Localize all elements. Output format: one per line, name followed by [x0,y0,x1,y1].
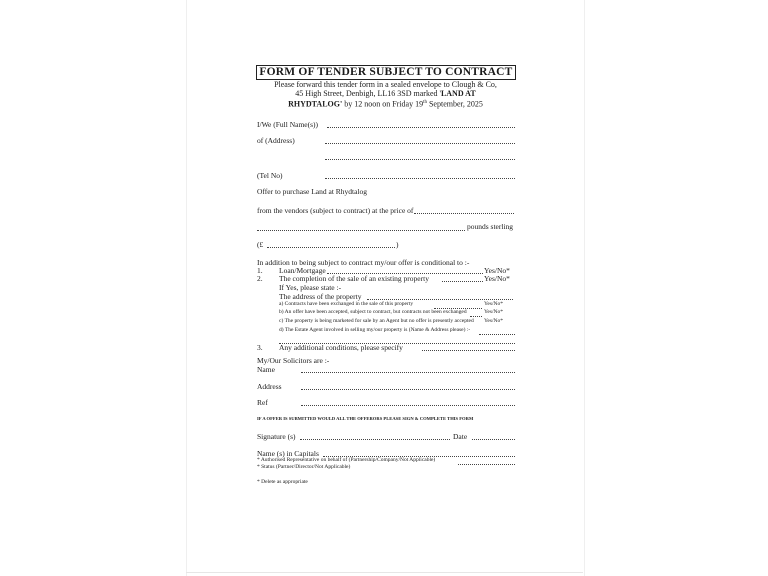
offerors-notice: IF A OFFER IS SUBMITTED WOULD ALL THE OFFERORS PLEASE SIGN & COMPLETE THIS FORM [257,416,474,421]
item-1-yesno[interactable]: Yes/No* [484,266,510,275]
price-field[interactable] [414,207,514,214]
item-3-number: 3. [257,343,263,352]
intro-line-2-bold: LAND AT [440,89,476,98]
agent-field[interactable] [479,328,515,335]
intro-line-2-text: 45 High Street, Denbigh, LL16 3SD marked ' [295,89,441,98]
tender-form-page [186,0,585,576]
authorised-field[interactable] [458,458,515,465]
solicitor-name-field[interactable] [301,366,515,373]
item-1-dots [327,267,483,274]
intro-line-3-sup: th [423,100,427,105]
sub-b-letter: b) [279,309,284,315]
address-label: of (Address) [257,136,295,145]
sub-c-letter: c) [279,318,284,324]
sub-d [279,327,470,334]
item-1-number: 1. [257,266,263,275]
property-address-field[interactable] [367,293,513,300]
item-2-number: 2. [257,274,263,283]
tel-field[interactable] [325,172,515,179]
solicitor-ref-label: Ref [257,398,268,407]
solicitor-ref-field[interactable] [301,399,515,406]
date-label: Date [453,432,468,441]
capitals-label: Name (s) in Capitals [257,449,319,458]
sub-a [279,301,413,308]
sub-a-letter: a) [279,301,284,307]
sub-b-text: An offer have been accepted, subject to contract, but contracts not been exchanged [284,309,467,315]
intro-line-3-text: by 12 noon on Friday 19 [342,99,424,109]
capitals-field[interactable] [323,450,515,457]
intro-line-1: Please forward this tender form in a sealed envelope to Clough & Co, [274,80,497,89]
currency-open: (£ [257,240,264,249]
form-title: FORM OF TENDER SUBJECT TO CONTRACT [256,65,516,80]
item-1-label: Loan/Mortgage [279,266,326,275]
price-words-field[interactable] [257,224,465,231]
signature-field[interactable] [300,433,450,440]
property-address-label: The address of the property [279,292,362,301]
authorised-label: * Authorised Representative on behalf of (Partnership/Company/Not Applicable) [257,457,436,463]
offer-label: Offer to purchase Land at Rhydtalog [257,187,368,196]
delete-note: * Delete as appropriate [257,479,308,485]
solicitor-name-label: Name [257,365,275,374]
address-field-2[interactable] [325,153,515,160]
intro-line-3-bold: RHYDTALOG' [288,99,343,109]
solicitors-label: My/Our Solicitors are :- [257,356,330,365]
full-name-field[interactable] [327,121,515,128]
price-figures-field[interactable] [267,241,395,248]
sub-d-letter: d) [279,327,284,333]
sub-b-yesno[interactable]: Yes/No* [484,309,504,315]
item-2-yesno[interactable]: Yes/No* [484,274,510,283]
sub-d-text: The Estate Agent involved in selling my/our property is (Name & Address please) :- [284,327,471,333]
currency-close: ) [396,240,399,249]
item-2-dots [442,275,483,282]
sub-a-yesno[interactable]: Yes/No* [484,301,504,307]
full-name-label: I/We (Full Name(s)) [257,120,319,129]
intro-line-3 [227,98,544,109]
status-label: * Status (Partner/Director/Not Applicable) [257,464,351,470]
sub-c [279,318,474,325]
conditional-intro: In addition to being subject to contract my/our offer is conditional to :- [257,258,470,267]
vendors-label: from the vendors (subject to contract) at the price of [257,206,414,215]
item-2-label: The completion of the sale of an existing property [279,274,429,283]
sub-c-text: The property is being marketed for sale by an Agent but no offer is presently accepted [284,318,474,324]
sub-b [279,309,467,316]
sub-b-dots [470,310,482,317]
page-bottom-divider [186,572,583,573]
address-field-1[interactable] [325,137,515,144]
tel-label: (Tel No) [257,171,283,180]
sub-c-yesno[interactable]: Yes/No* [484,318,504,324]
solicitor-address-field[interactable] [301,383,515,390]
solicitor-address-label: Address [257,382,282,391]
additional-conditions-field[interactable] [422,344,515,351]
if-yes-label: If Yes, please state :- [279,283,342,292]
sub-a-text: Contracts have been exchanged in the sale of this property [284,301,414,307]
item-3-label: Any additional conditions, please specify [279,343,403,352]
intro-line-2 [227,89,544,98]
sub-a-dots [434,302,482,309]
pounds-sterling-label: pounds sterling [467,222,514,231]
signature-label: Signature (s) [257,432,296,441]
date-field[interactable] [472,433,515,440]
intro-line-3-end: September, 2025 [426,99,483,109]
